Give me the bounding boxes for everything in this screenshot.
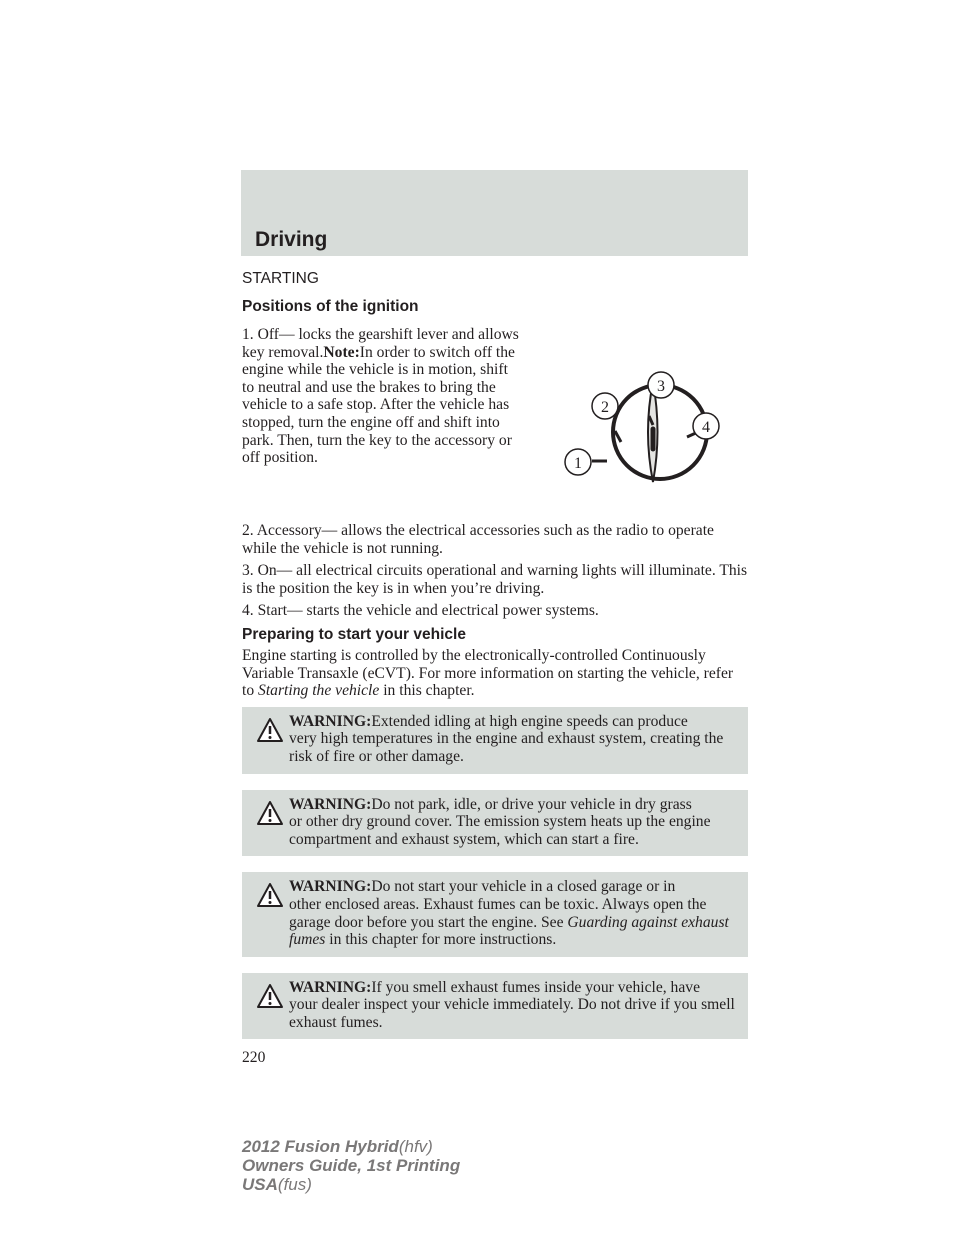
page-content xyxy=(242,268,748,1067)
position-4-text: 4. Start— starts the vehicle and electrical power systems. xyxy=(242,602,599,620)
warning-triangle-icon xyxy=(256,882,284,908)
section-title: Driving xyxy=(255,228,328,251)
warning-box-4: WARNING:If you smell exhaust fumes inside your vehicle, have your dealer inspect your vehicle immediately. Do not drive if you smell exhaust fumes. xyxy=(242,973,748,1040)
warning-triangle-icon xyxy=(256,717,284,743)
warning-label: WARNING: xyxy=(289,878,372,896)
figure-label-1: 1 xyxy=(574,455,582,472)
starting-title: STARTING xyxy=(242,270,319,287)
warning-label: WARNING: xyxy=(289,978,372,996)
footer-market-code: (fus) xyxy=(277,1175,312,1194)
document-footer xyxy=(242,1137,460,1194)
ignition-diagram xyxy=(552,334,722,504)
footer-model: 2012 Fusion Hybrid xyxy=(242,1137,399,1156)
preparing-text: Engine starting is controlled by the electronically-controlled Continuously Variable Transaxle (eCVT). For more information on starting the vehicle, refer to Starting the vehicle in this chapter. xyxy=(242,646,734,700)
figure-label-3: 3 xyxy=(657,378,665,395)
ignition-section xyxy=(242,326,748,518)
warning-box-2: WARNING:Do not park, idle, or drive your vehicle in dry grass or other dry ground cover. The emission system heats up the engine compartment and exhaust system, which can start a fire. xyxy=(242,790,748,857)
position-2-text: 2. Accessory— allows the electrical accessories such as the radio to operate while the vehicle is not running. xyxy=(242,522,714,557)
warning-box-3: WARNING:Do not start your vehicle in a closed garage or in other enclosed areas. Exhaust fumes can be toxic. Always open the garage door before you start the engine. See Guarding against exhaust fumes in this chapter for more instructions. xyxy=(242,872,748,956)
note-label: Note: xyxy=(323,343,360,361)
warning-label: WARNING: xyxy=(289,712,372,730)
footer-market: USA xyxy=(242,1175,278,1194)
footer-model-code: (hfv) xyxy=(398,1137,433,1156)
warning-triangle-icon xyxy=(256,800,284,826)
position-1-text: 1. Off— locks the gearshift lever and allows key removal.Note:In order to switch off the engine while the vehicle is in motion, shift to neutral and use the brakes to bring the vehicle to a safe stop. After the vehicle has stopped, turn the engine off and shift into park. Then, turn the key to the accessory or off position. xyxy=(242,326,519,467)
starting-vehicle-ref: Starting the vehicle xyxy=(258,682,380,700)
ignition-cylinder xyxy=(613,385,707,479)
warning-triangle-icon xyxy=(256,983,284,1009)
page-number: 220 xyxy=(242,1049,266,1067)
warning-label: WARNING: xyxy=(289,795,372,813)
footer-guide: Owners Guide, 1st Printing xyxy=(242,1156,461,1175)
section-header xyxy=(241,170,748,256)
figure-label-2: 2 xyxy=(601,399,609,416)
exhaust-fumes-ref: Guarding against exhaust fumes xyxy=(289,913,729,949)
position-3-text: 3. On— all electrical circuits operational and warning lights will illuminate. This is the position the key is in when you’re driving. xyxy=(242,562,748,597)
warning-box-1: WARNING:Extended idling at high engine speeds can produce very high temperatures in the engine and exhaust system, creating the risk of fire or other damage. xyxy=(242,707,748,774)
preparing-heading: Preparing to start your vehicle xyxy=(242,625,466,643)
positions-heading: Positions of the ignition xyxy=(242,298,419,315)
figure-label-4: 4 xyxy=(702,419,710,436)
